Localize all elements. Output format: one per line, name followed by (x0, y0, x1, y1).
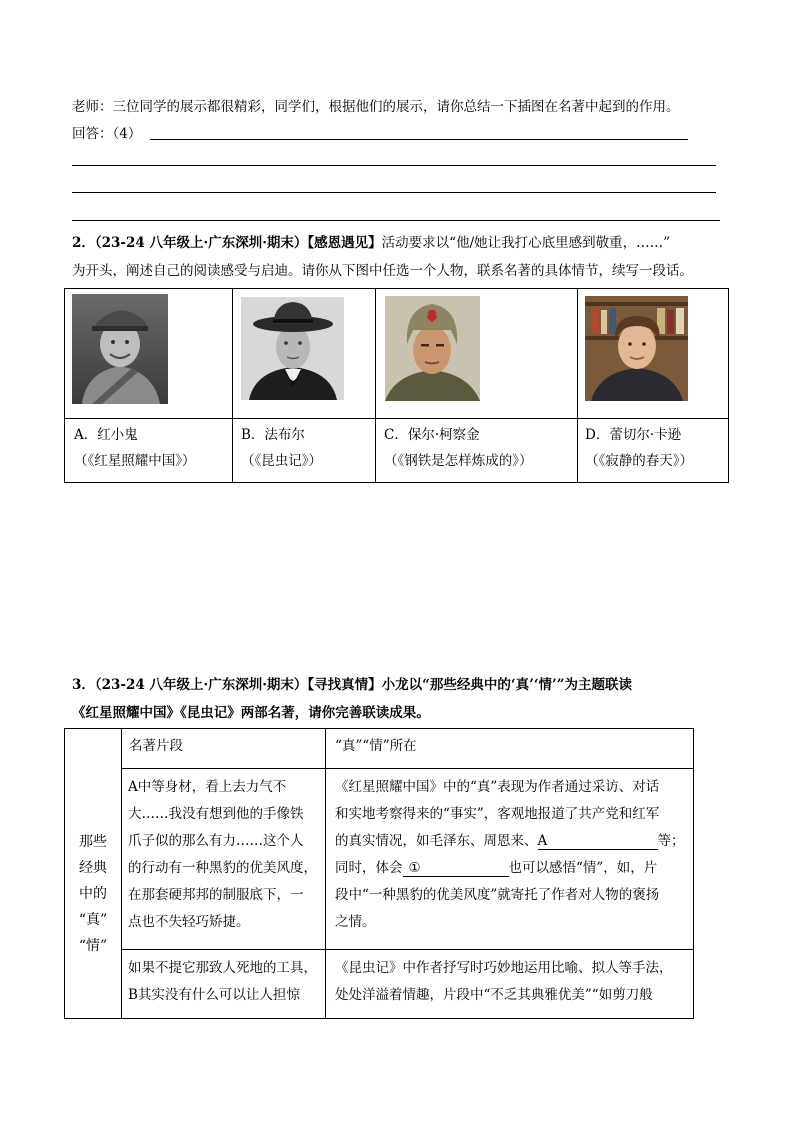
q2-line-2: 为开头，阐述自己的阅读感受与启迪。请你从下图中任选一个人物，联系名著的具体情节，续写一段话。 (72, 263, 693, 279)
character-table (64, 288, 729, 483)
photo-rachel-carson (585, 296, 688, 401)
answer-line-4[interactable] (72, 220, 720, 221)
row1-analysis: 《红星照耀中国》中的“真”表现为作者通过采访、对话 和实地考察得来的“事实”，客观地报道了共产党和红军 的真实情况，如毛泽东、周恩来、A 等； 同时，体会 ① 也可以感悟“情”，如，片 段中“一种黑豹的优美风度”就寄托了作者对人物的褒扬 之情。 (335, 779, 685, 930)
answer-label: 回答：（4） (72, 126, 142, 142)
teacher-line: 老师：三位同学的展示都很精彩，同学们，根据他们的展示，请你总结一下插图在名著中起到的作用。 (72, 99, 680, 115)
option-a-book: （《红星照耀中国》） (74, 453, 196, 469)
photo-red-little-devil (72, 294, 168, 404)
option-d-name: D．蕾切尔·卡逊 (585, 427, 682, 443)
reading-table (64, 728, 694, 1019)
blank-1[interactable]: ① (403, 860, 509, 877)
answer-line-2[interactable] (72, 165, 716, 166)
q2-line-1 (72, 233, 670, 253)
side-label: 那些 经典 中的 “真” “情” (78, 834, 108, 954)
photo-pavel-korchagin (385, 296, 480, 401)
option-b-book: （《昆虫记》） (241, 453, 322, 469)
q3-line-2: 《红星照耀中国》《昆虫记》两部名著，请你完善联读成果。 (72, 705, 430, 721)
answer-line-1[interactable] (150, 139, 688, 140)
q3-source: 3．（23-24 八年级上·广东深圳·期末）【寻找真情】 (72, 677, 382, 693)
q2-source: 2．（23-24 八年级上·广东深圳·期末）【感恩遇见】 (72, 235, 382, 251)
q3-prompt: 小龙以“那些经典中的‘真’‘情’”为主题联读 (381, 677, 633, 693)
option-d-book: （《寂静的春天》） (585, 453, 693, 469)
photo-fabre (241, 297, 344, 400)
q2-prompt: 活动要求以“他/她让我打心底里感到敬重，……” (381, 235, 671, 251)
q3-line-1 (72, 675, 632, 695)
row2-excerpt: 如果不提它那致人死地的工具， B其实没有什么可以让人担惊 (128, 960, 317, 1003)
row1-excerpt: A中等身材，看上去力气不 大……我没有想到他的手像铁 爪子似的那么有力……这个人 的行动有一种黑豹的优美风度， 在那套硬邦邦的制服底下，一 点也不失轻巧矫捷。 (128, 779, 317, 930)
header-analysis: “真”“情”所在 (335, 738, 417, 754)
option-b-name: B．法布尔 (241, 427, 305, 443)
blank-a[interactable]: A (538, 833, 658, 850)
row2-analysis: 《昆虫记》中作者抒写时巧妙地运用比喻、拟人等手法， 处处洋溢着情趣，片段中“不乏其典雅优美”“如剪刀般 (335, 960, 673, 1003)
option-c-name: C．保尔·柯察金 (384, 427, 480, 443)
option-a-name: A．红小鬼 (74, 427, 138, 443)
header-excerpt: 名著片段 (129, 738, 183, 754)
answer-line-3[interactable] (72, 192, 716, 193)
option-c-book: （《钢铁是怎样炼成的》） (384, 453, 533, 469)
